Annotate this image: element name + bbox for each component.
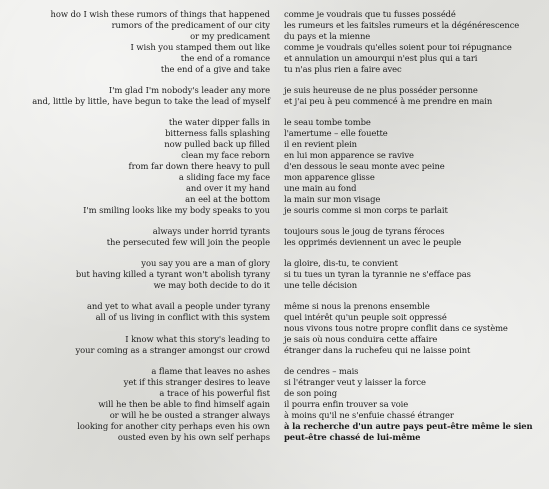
english-line: from far down there heavy to pull [128, 160, 270, 171]
french-line: les opprimés deviennent un avec le peuple [284, 236, 462, 247]
english-line: I wish you stamped them out like [130, 41, 270, 52]
french-line: je sais où nous conduira cette affaire [284, 334, 438, 345]
english-line: or my predicament [190, 30, 270, 41]
french-line: je suis heureuse de ne plus posséder personne [284, 84, 478, 95]
french-stanza [284, 301, 546, 356]
english-line: rumors of the predicament of our city [111, 19, 270, 30]
french-line: je souris comme si mon corps te parlait [284, 204, 448, 215]
french-line: de cendres – mais [284, 366, 359, 377]
french-stanza [284, 85, 546, 107]
english-line: the persecuted few will join the people [106, 236, 270, 247]
english-line: we may both decide to do it [153, 280, 270, 291]
french-line: de son poing [284, 388, 338, 399]
french-line: le seau tombe tombe [284, 117, 371, 128]
french-line: quel intérêt qu'un peuple soit oppressé [284, 312, 447, 323]
french-line: l'amertume – elle fouette [284, 128, 388, 139]
french-line: étranger dans la ruchefeu qui ne laisse point [284, 345, 471, 356]
french-line: si tu tues un tyran la tyrannie ne s'efface pas [284, 269, 471, 280]
english-line: and yet to what avail a people under tyrany [86, 301, 270, 312]
french-stanza [284, 226, 546, 248]
french-line: la main sur mon visage [284, 193, 381, 204]
french-line: comme je voudrais que tu fusses possédé [284, 9, 456, 19]
english-line: I'm smiling looks like my body speaks to you [83, 204, 270, 215]
english-line: or will he be ousted a stranger always [109, 409, 270, 420]
english-line: and over it my hand [185, 182, 270, 193]
french-line: il en revient plein [284, 139, 357, 150]
english-line: the water dipper falls in [168, 117, 270, 128]
english-line: yet if this stranger desires to leave [123, 376, 270, 387]
french-line: d'en dessous le seau monte avec peine [284, 160, 445, 171]
english-line: always under horrid tyrants [152, 225, 270, 236]
english-line: I know what this story's leading to [125, 333, 270, 344]
english-line: ousted even by his own self perhaps [117, 431, 270, 442]
french-line: peut-être chassé de lui-même [284, 431, 421, 442]
french-line: même si nous la prenons ensemble [284, 301, 430, 312]
french-line: et j'ai peu à peu commencé à me prendre en main [284, 95, 493, 106]
french-line: en lui mon apparence se ravive [284, 149, 414, 160]
french-line: les rumeurs et les faitsles rumeurs et la dégénérescence [284, 19, 520, 30]
english-line: how do I wish these rumors of things that happened [50, 9, 270, 19]
french-line: et annulation un amourqui n'est plus qui a tari [284, 52, 478, 63]
english-line: the end of a romance [180, 52, 270, 63]
french-stanza [284, 9, 546, 74]
french-stanza [284, 366, 546, 442]
english-stanza [2, 301, 270, 323]
french-column [284, 9, 546, 453]
english-stanza [2, 85, 270, 107]
english-line: your coming as a stranger amongst our crowd [75, 344, 270, 355]
french-line: nous vivons tous notre propre conflit dans ce système [284, 323, 508, 334]
french-line: tu n'as plus rien a faire avec [284, 63, 402, 74]
english-line: I'm glad I'm nobody's leader any more [108, 84, 270, 95]
french-line: il pourra enfin trouver sa voie [284, 399, 409, 410]
english-line: will he then be able to find himself again [98, 398, 270, 409]
french-line: la gloire, dis-tu, te convient [284, 258, 398, 269]
english-stanza [2, 226, 270, 248]
english-stanza [2, 117, 270, 215]
french-line: à moins qu'il ne s'enfuie chassé étranger [284, 410, 454, 421]
english-line: clean my face reborn [181, 149, 270, 160]
english-line: you say you are a man of glory [141, 258, 270, 269]
english-line: bitterness falls splashing [165, 128, 270, 139]
english-line: the end of a give and take [160, 63, 270, 74]
english-column [2, 9, 270, 453]
english-line: an eel at the bottom [185, 193, 270, 204]
english-stanza [2, 334, 270, 356]
french-stanza [284, 258, 546, 291]
english-line: a trace of his powerful fist [159, 387, 270, 398]
english-line: and, little by little, have begun to take the lead of myself [32, 95, 270, 106]
english-line: now pulled back up filled [164, 139, 270, 150]
french-line: mon apparence glisse [284, 171, 375, 182]
english-line: looking for another city perhaps even his own [77, 420, 270, 431]
english-line: a sliding face my face [178, 171, 270, 182]
french-line: toujours sous le joug de tyrans féroces [284, 225, 445, 236]
english-line: a flame that leaves no ashes [151, 366, 270, 377]
french-line: une telle décision [284, 280, 358, 291]
english-line: but having killed a tyrant won't abolish tyrany [75, 269, 270, 280]
french-stanza [284, 117, 546, 215]
french-line: du pays et la mienne [284, 30, 371, 41]
english-stanza [2, 9, 270, 74]
english-stanza [2, 258, 270, 291]
english-stanza [2, 366, 270, 442]
french-line: si l'étranger veut y laisser la force [284, 377, 426, 388]
french-line: comme je voudrais qu'elles soient pour toi répugnance [284, 41, 512, 52]
french-line: une main au fond [284, 182, 357, 193]
french-line: à la recherche d'un autre pays peut-être même le sien [284, 421, 533, 431]
english-line: all of us living in conflict with this system [95, 312, 270, 323]
